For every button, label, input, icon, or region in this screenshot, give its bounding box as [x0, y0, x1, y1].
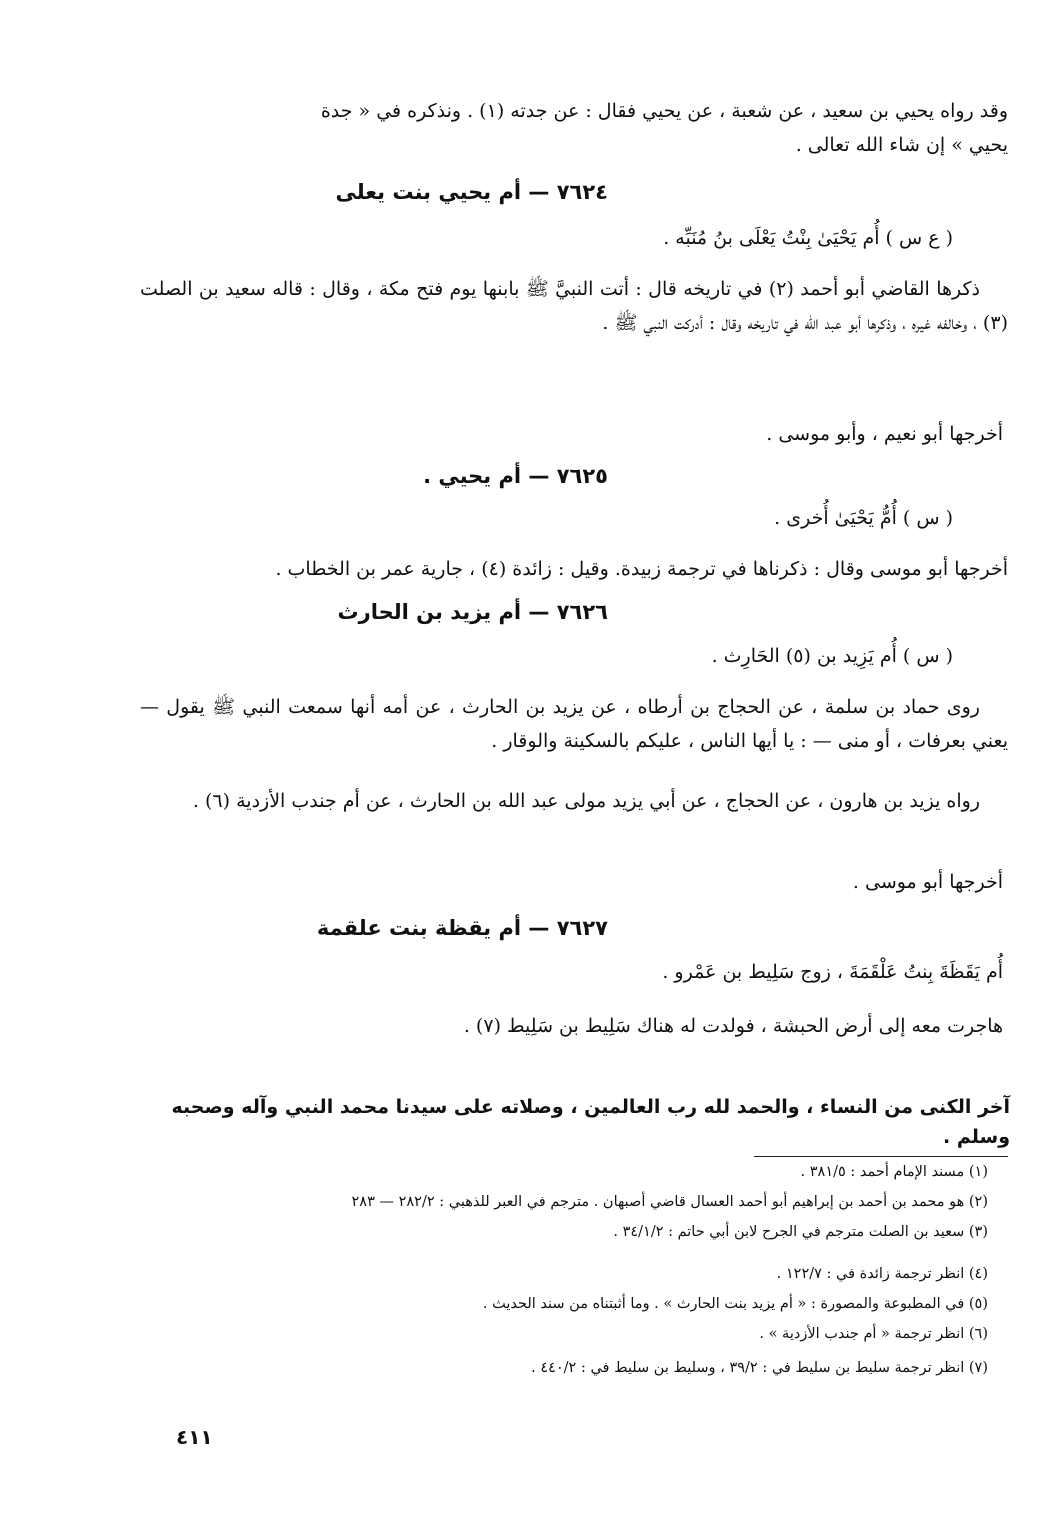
entry-7624-name: ( ع س ) أُم يَحْيَىٰ بِنْتُ يَعْلَى بنُ مُنَبِّه .: [663, 227, 953, 249]
intro-paragraph: [130, 94, 1008, 162]
entry-7627-heading: ٧٦٢٧ — أم يقظة بنت علقمة: [316, 916, 608, 940]
footnote-3: (٣) سعيد بن الصلت مترجم في الجرح لابن أبي حاتم : ٣٤/١/٢ .: [613, 1224, 988, 1240]
entry-7624-out: أخرجها أبو نعيم ، وأبو موسى .: [766, 423, 1003, 445]
intro-line-1: وقد رواه يحيي بن سعيد ، عن شعبة ، عن يحيي فقال : عن جدته (١) . ونذكره في « جدة: [320, 100, 1008, 122]
entry-7625-body: أخرجها أبو موسى وقال : ذكرناها في ترجمة زبيدة. وقيل : زائدة (٤) ، جارية عمر بن الخطاب .: [275, 558, 1008, 580]
footnote-7: (٧) انظر ترجمة سليط بن سليط في : ٣٩/٢ ، وسليط بن سليط في : ٤٤٠/٢ .: [531, 1360, 988, 1376]
entry-7626-body-1: روى حماد بن سلمة ، عن الحجاج بن أرطاه ، عن يزيد بن الحارث ، عن أمه أنها سمعت النبي ﷺ يقول — يعني بعرفات ، أو منى — : يا أيها الناس ، عليكم بالسكينة والوقار .: [140, 696, 1008, 752]
entry-7626-heading: ٧٦٢٦ — أم يزيد بن الحارث: [337, 600, 608, 624]
page-number: ٤١١: [176, 1425, 213, 1449]
entry-7627-body: هاجرت معه إلى أرض الحبشة ، فولدت له هناك سَلِيط بن سَلِيط (٧) .: [463, 1015, 1003, 1037]
footnote-4: (٤) انظر ترجمة زائدة في : ١٢٢/٧ .: [776, 1266, 988, 1282]
entry-7625-heading: ٧٦٢٥ — أم يحيي .: [423, 464, 608, 488]
entry-7626-name: ( س ) أُم يَزِيد بن (٥) الحَارِث .: [711, 645, 953, 667]
footnote-1: (١) مسند الإمام أحمد : ٣٨١/٥ .: [800, 1164, 988, 1180]
footnote-2: (٢) هو محمد بن أحمد بن إبراهيم أبو أحمد العسال قاضي أصبهان . مترجم في العبر للذهبي : ٢٨٢/٢ — ٢٨٣: [351, 1194, 988, 1210]
footnote-6: (٦) انظر ترجمة « أم جندب الأزدية » .: [759, 1326, 988, 1342]
entry-7627-name: أُم يَقَظَةَ بِنتُ عَلْقَمَةَ ، زوج سَلِيط بن عَمْرو .: [662, 961, 1003, 983]
intro-line-2: يحيي » إن شاء الله تعالى .: [795, 134, 1008, 156]
closing-statement: آخر الكنى من النساء ، والحمد لله رب العالمين ، وصلاته على سيدنا محمد النبي وآله وصحبه وسلم .: [171, 1096, 1010, 1148]
entry-7626-body-2: رواه يزيد بن هارون ، عن الحجاج ، عن أبي يزيد مولى عبد الله بن الحارث ، عن أم جندب الأزدية (٦) .: [192, 790, 980, 812]
entry-7624-heading: ٧٦٢٤ — أم يحيي بنت يعلى: [335, 180, 608, 204]
entry-7626-out: أخرجها أبو موسى .: [852, 871, 1003, 893]
footnote-5: (٥) في المطبوعة والمصورة : « أم يزيد بنت الحارث » . وما أثبتناه من سند الحديث .: [482, 1296, 988, 1312]
footnote-divider: [754, 1156, 1008, 1157]
entry-7625-name: ( س ) أُمُّ يَحْيَىٰ أُخرى .: [774, 507, 953, 529]
entry-7624-body: ذكرها القاضي أبو أحمد (٢) في تاريخه قال : أتت النبيَّ ﷺ بابنها يوم فتح مكة ، وقال : قاله سعيد بن الصلت (٣) ، وخالفه غيره ، وذكرها أبو عبد الله في تاريخه وقال : أدركت النبي ﷺ .: [140, 278, 1008, 334]
